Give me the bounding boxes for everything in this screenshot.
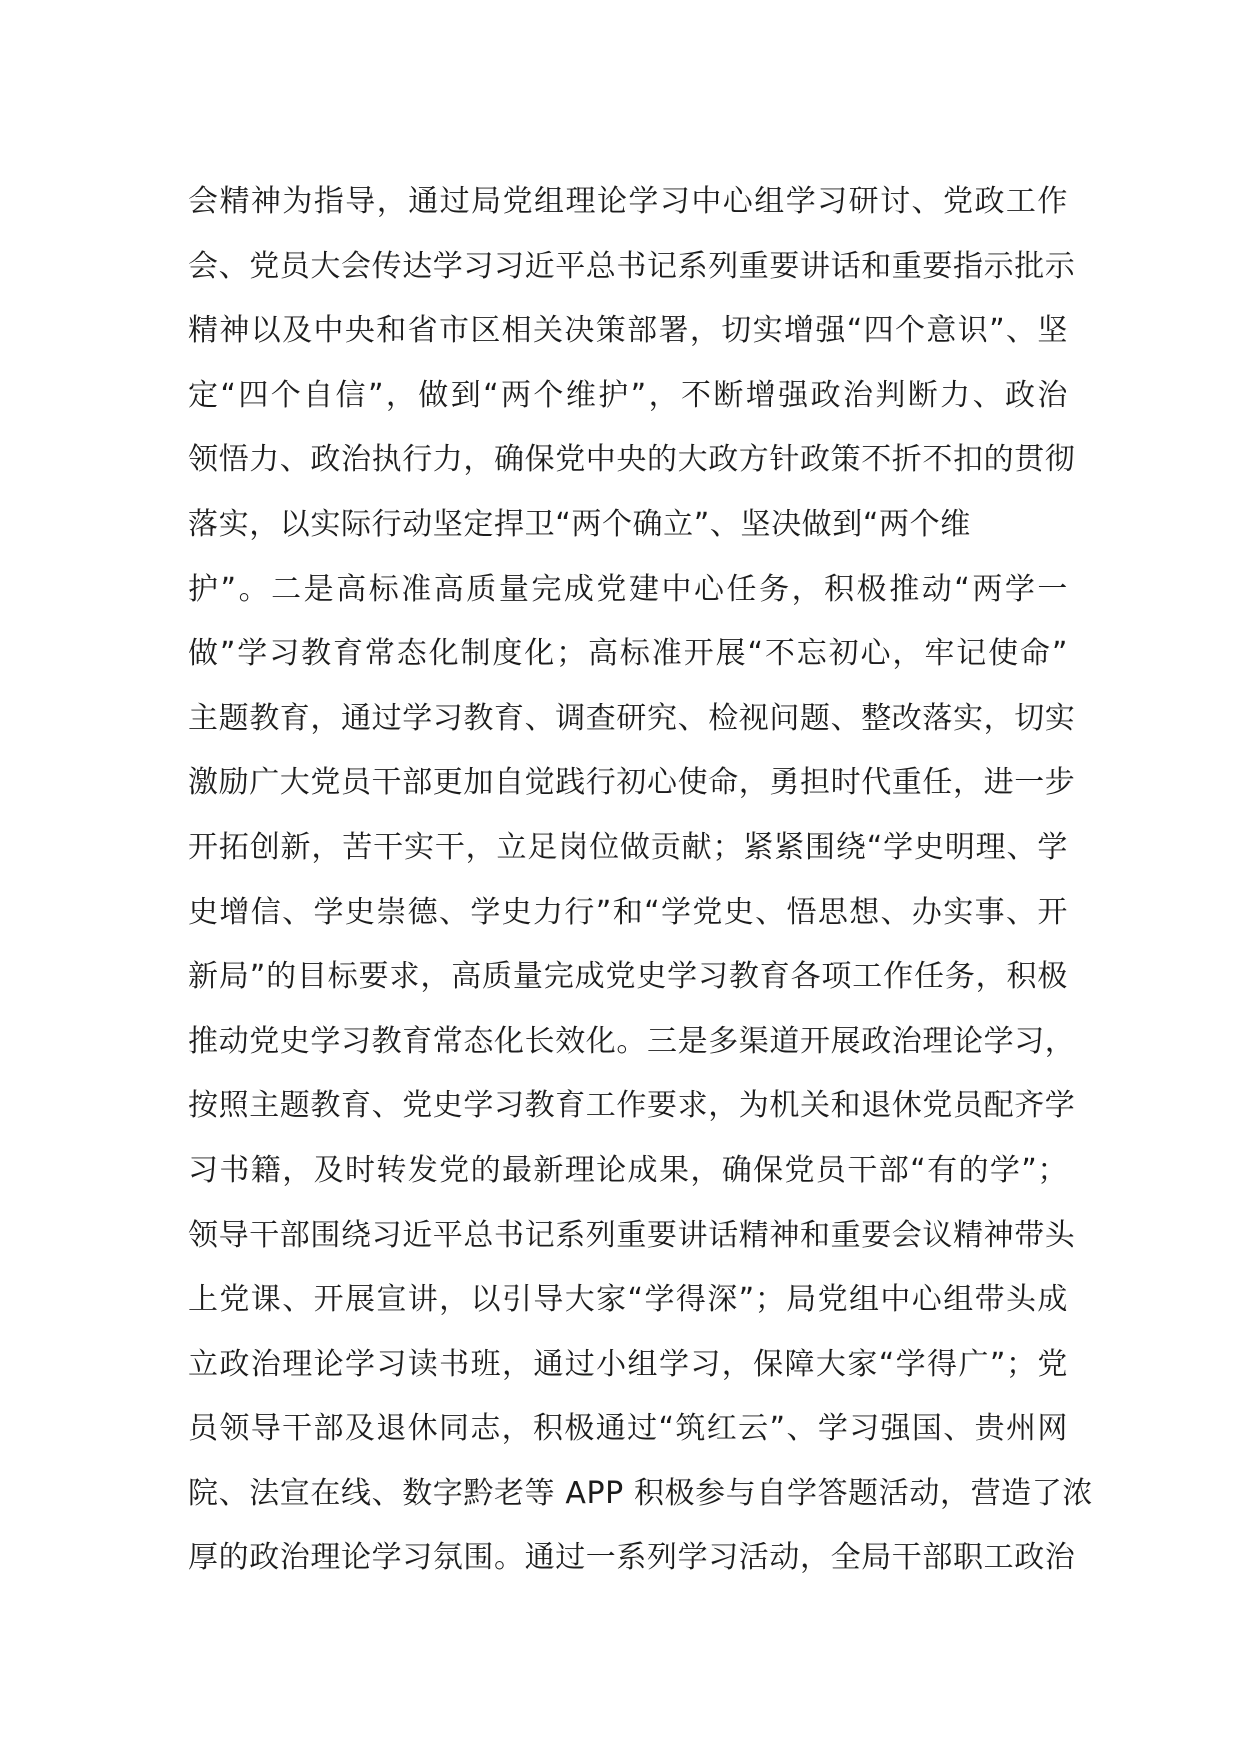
text-line: 会精神为指导，通过局党组理论学习中心组学习研讨、党政工作 (188, 184, 1068, 219)
text-line: 院、法宣在线、数字黔老等 APP 积极参与自学答题活动，营造了浓 (188, 1475, 1093, 1511)
text-line: 定“四个自信”，做到“两个维护”，不断增强政治判断力、政治 (188, 377, 1068, 413)
text-line: 精神以及中央和省市区相关决策部署，切实增强“四个意识”、坚 (188, 313, 1068, 349)
text-line: 员领导干部及退休同志，积极通过“筑红云”、学习强国、贵州网 (188, 1411, 1068, 1447)
body-text (188, 170, 1093, 1591)
text-line: 史增信、学史崇德、学史力行”和“学党史、悟思想、办实事、开 (188, 894, 1068, 930)
text-line: 领导干部围绕习近平总书记系列重要讲话精神和重要会议精神带头 (188, 1217, 1076, 1253)
text-line: 落实，以实际行动坚定捍卫“两个确立”、坚决做到“两个维 (188, 506, 971, 542)
text-line: 推动党史学习教育常态化长效化。三是多渠道开展政治理论学习， (188, 1023, 1076, 1059)
text-line: 新局”的目标要求，高质量完成党史学习教育各项工作任务，积极 (188, 959, 1068, 995)
text-line: 护”。二是高标准高质量完成党建中心任务，积极推动“两学一 (188, 571, 1068, 607)
text-line: 领悟力、政治执行力，确保党中央的大政方针政策不折不扣的贯彻 (188, 442, 1076, 478)
text-line: 立政治理论学习读书班，通过小组学习，保障大家“学得广”；党 (188, 1346, 1068, 1382)
text-line: 厚的政治理论学习氛围。通过一系列学习活动，全局干部职工政治 (188, 1540, 1076, 1576)
text-line: 主题教育，通过学习教育、调查研究、检视问题、整改落实，切实 (188, 700, 1076, 736)
text-line: 按照主题教育、党史学习教育工作要求，为机关和退休党员配齐学 (188, 1088, 1076, 1124)
text-line: 做”学习教育常态化制度化；高标准开展“不忘初心，牢记使命” (188, 636, 1068, 672)
text-line: 上党课、开展宣讲，以引导大家“学得深”；局党组中心组带头成 (188, 1282, 1068, 1318)
text-line: 激励广大党员干部更加自觉践行初心使命，勇担时代重任，进一步 (188, 765, 1076, 801)
text-line: 会、党员大会传达学习习近平总书记系列重要讲话和重要指示批示 (188, 248, 1076, 284)
text-line: 习书籍，及时转发党的最新理论成果，确保党员干部“有的学”； (188, 1152, 1068, 1188)
text-line: 开拓创新，苦干实干，立足岗位做贡献；紧紧围绕“学史明理、学 (188, 829, 1068, 865)
